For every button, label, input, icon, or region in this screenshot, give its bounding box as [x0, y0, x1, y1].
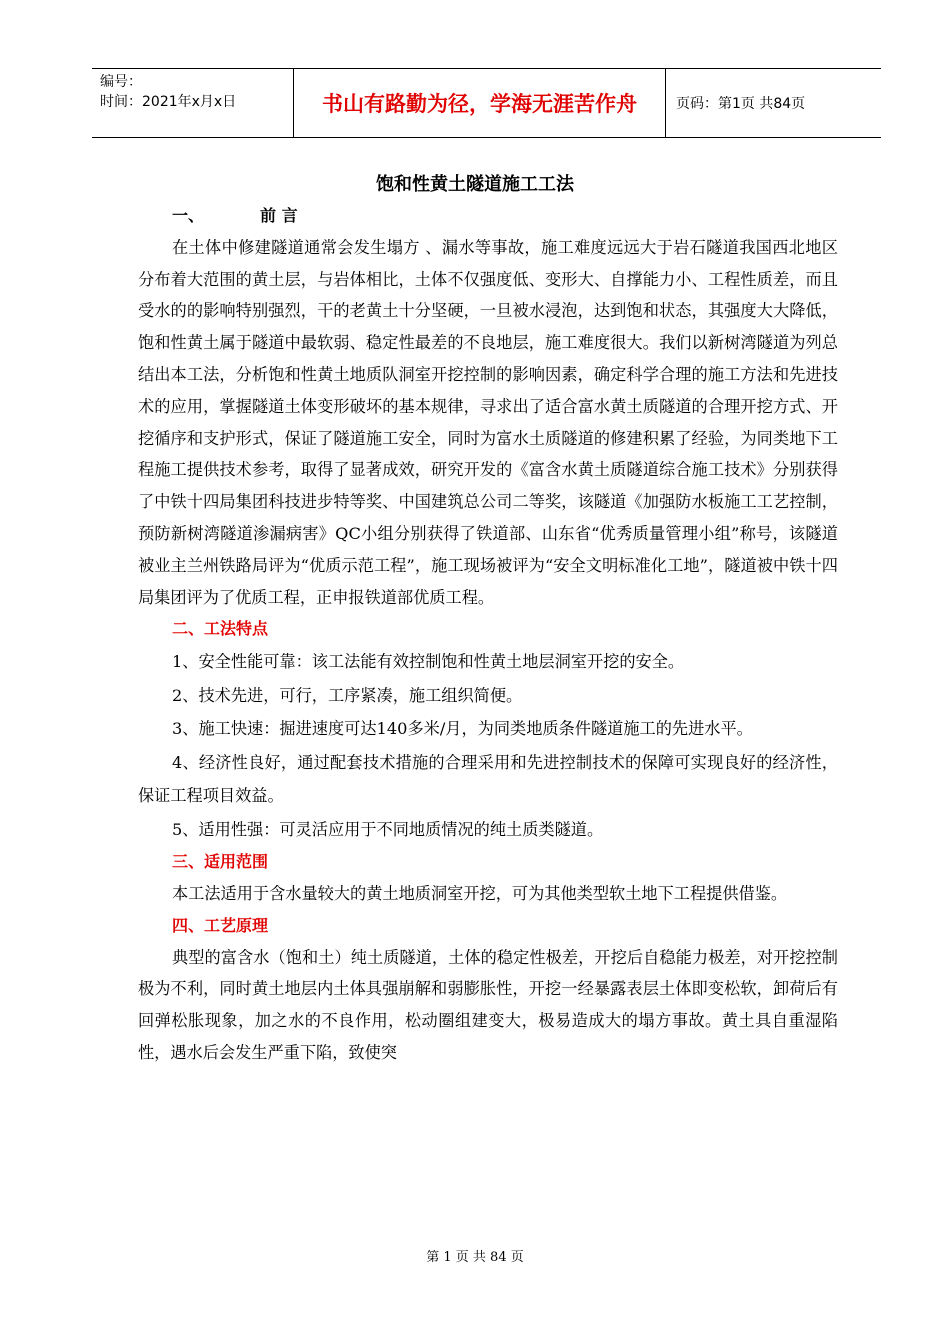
feature-item: 3、施工快速：掘进速度可达140多米/月，为同类地质条件隧道施工的先进水平。: [172, 719, 753, 739]
section-heading-scope: 三、适用范围: [172, 852, 269, 872]
page-footer: 第 1 页 共 84 页: [426, 1250, 524, 1265]
section-heading-features: 二、工法特点: [172, 619, 269, 639]
document-body: [138, 200, 838, 1069]
feature-item: 5、适用性强：可灵活应用于不同地质情况的纯土质类隧道。: [172, 819, 604, 839]
document-header: [92, 68, 881, 138]
section-heading-preface: [138, 200, 838, 232]
feature-item: 2、技术先进，可行，工序紧凑，施工组织简便。: [172, 685, 523, 705]
number-label: 编号：: [100, 74, 142, 90]
header-page-info: 页码：第1页 共84页: [676, 96, 806, 112]
time-label: 时间：2021年x月x日: [100, 94, 237, 110]
section-heading-principle: 四、工艺原理: [172, 915, 269, 935]
header-slogan: 书山有路勤为径，学海无涯苦作舟: [294, 69, 666, 137]
section-number: 一、: [172, 206, 205, 225]
feature-item: 1、安全性能可靠：该工法能有效控制饱和性黄土地层洞室开挖的安全。: [172, 652, 685, 672]
feature-item: 4、经济性良好，通过配套技术措施的合理采用和先进控制技术的保障可实现良好的经济性，保证工程项目效益。: [138, 752, 838, 806]
section-title: 前 言: [260, 206, 298, 225]
document-title: 饱和性黄土隧道施工工法: [376, 174, 574, 195]
principle-paragraph: 典型的富含水（饱和土）纯土质隧道，土体的稳定性极差，开挖后自稳能力极差，对开挖控制极为不利，同时黄土地层内土体具强崩解和弱膨胀性，开挖一经暴露表层土体即变松软，卸荷后有回弹松胀现象，加之水的不良作用，松动圈组建变大，极易造成大的塌方事故。黄土具自重湿陷性，遇水后会发生严重下陷，致使突: [138, 947, 838, 1062]
preface-paragraph: 在土体中修建隧道通常会发生塌方 、漏水等事故，施工难度远远大于岩石隧道我国西北地区分布着大范围的黄土层，与岩体相比，土体不仅强度低、变形大、自撑能力小、工程性质差，而且受水的的影响特别强烈，干的老黄土十分坚硬，一旦被水浸泡，达到饱和状态，其强度大大降低，饱和性黄土属于隧道中最软弱、稳定性最差的不良地层，施工难度很大。我们以新树湾隧道为列总结出本工法，分析饱和性黄土地质队洞室开挖控制的影响因素，确定科学合理的施工方法和先进技术的应用，掌握隧道土体变形破坏的基本规律，寻求出了适合富水黄土质隧道的合理开挖方式、开挖循序和支护形式，保证了隧道施工安全，同时为富水土质隧道的修建积累了经验，为同类地下工程施工提供技术参考，取得了显著成效，研究开发的《富含水黄土质隧道综合施工技术》分别获得了中铁十四局集团科技进步特等奖、中国建筑总公司二等奖，该隧道《加强防水板施工工艺控制，预防新树湾隧道渗漏病害》QC小组分别获得了铁道部、山东省“优秀质量管理小组”称号，该隧道被业主兰州铁路局评为“优质示范工程”，施工现场被评为“安全文明标准化工地”，隧道被中铁十四局集团评为了优质工程，正申报铁道部优质工程。: [138, 237, 838, 607]
header-meta: [92, 69, 294, 137]
scope-paragraph: 本工法适用于含水量较大的黄土地质洞室开挖，可为其他类型软土地下工程提供借鉴。: [172, 883, 788, 903]
